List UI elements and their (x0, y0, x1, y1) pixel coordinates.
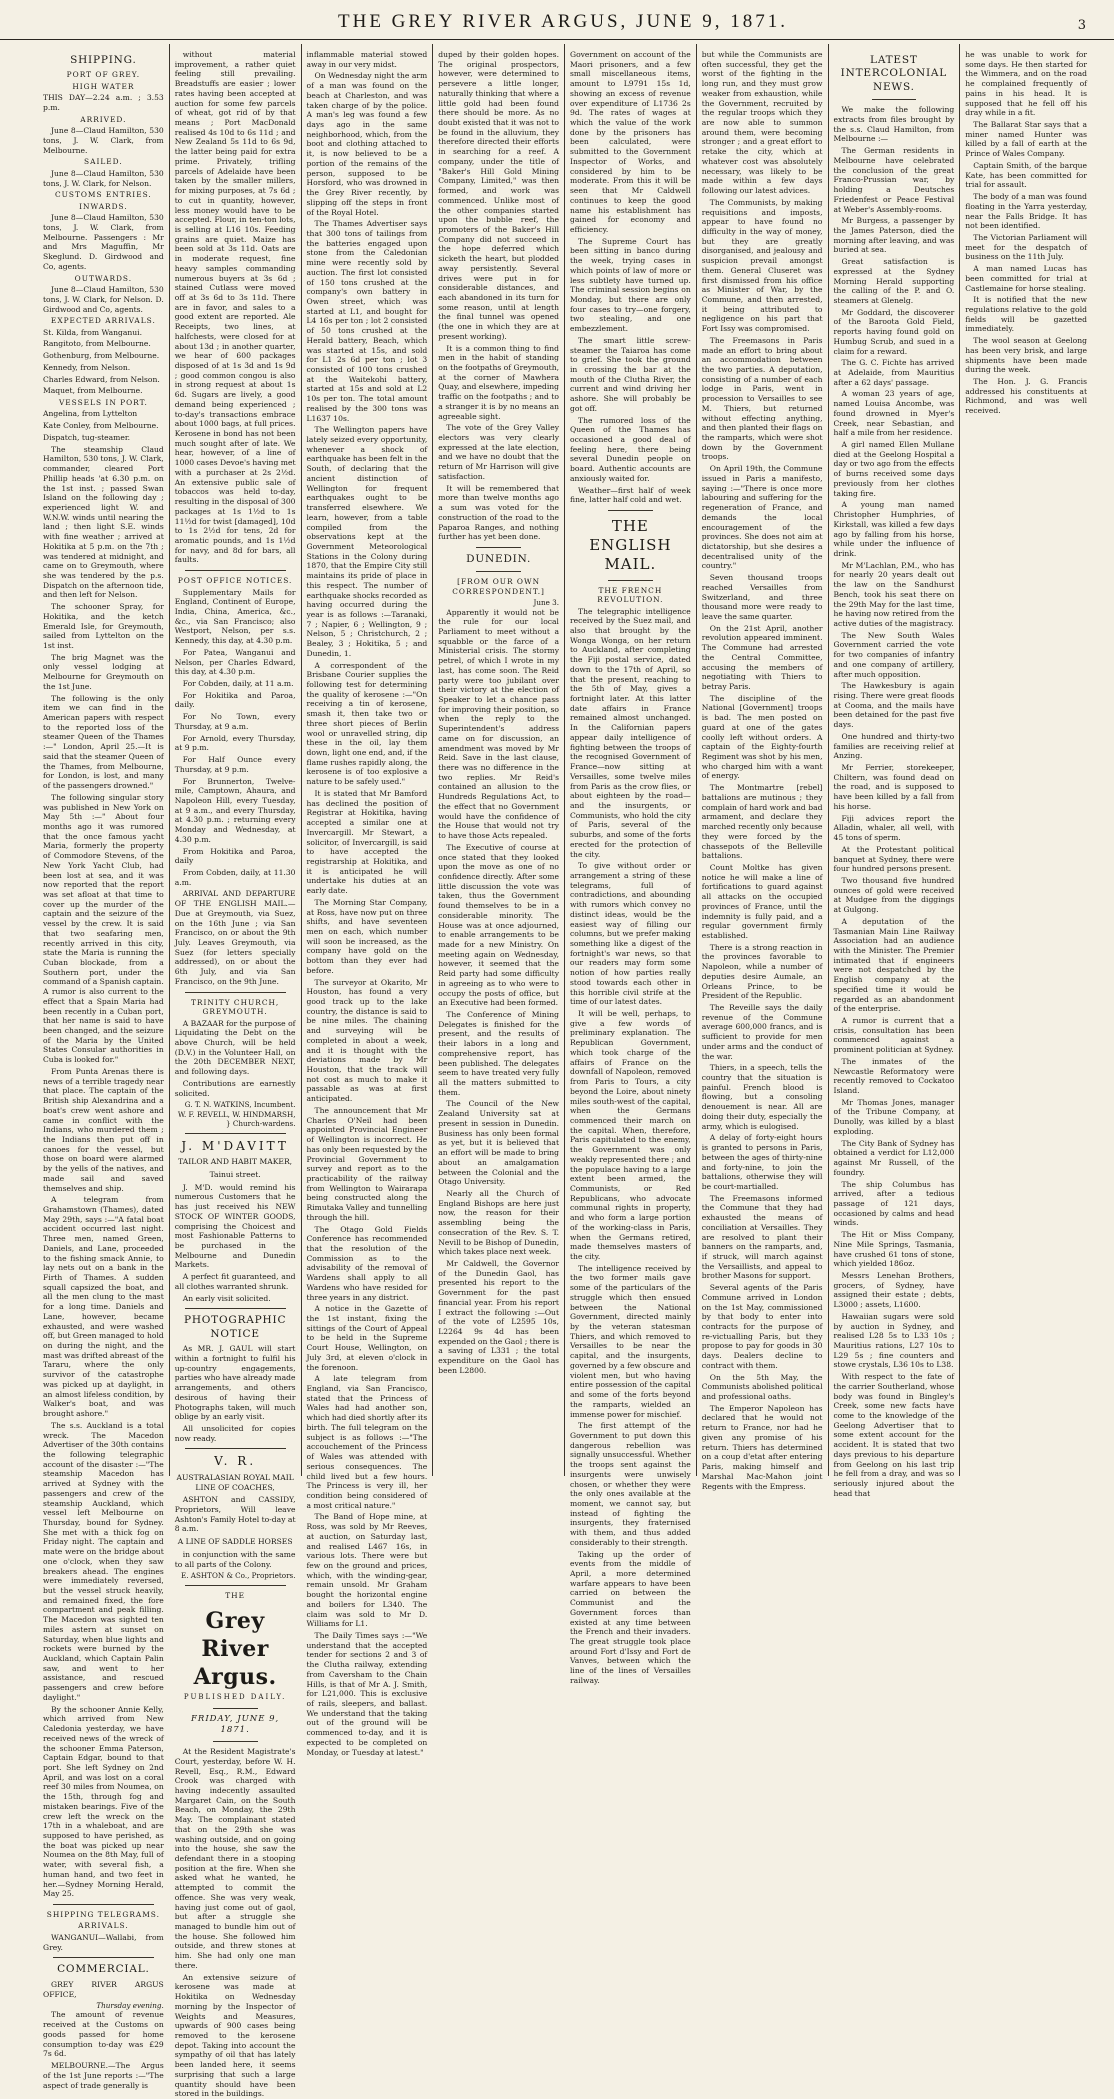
column-2 (170, 44, 302, 2099)
article-paragraph: The body of a man was found floating in the Yarra yesterday, near the Falls Bridge. It has not been identified. (965, 192, 1087, 231)
article-paragraph: Mr Caldwell, the Governor of the Dunedin Gaol, has presented his report to the Government for the past financial year. From his report I extract the following :—Out of the vote of L2595 10s, L2264 9s 4d has been expended on the Gaol ; there is a saving of L331 ; the total expenditure on the Gaol has been L2800. (438, 1258, 559, 1375)
article-paragraph: It is notified that the new regulations relative to the gold fields will be gazetted immediately. (965, 295, 1087, 334)
article-paragraph: The following singular story was published in New York on May 5th :—" About four months ago it was rumored that the once famous yacht Maria, formerly the property of Commodore Stevens, of the New York Yacht Club, had been lost at sea, and it was now reported that the report was set afloat at that time to cover up the murder of the captain and the seizure of the vessel by the crew. It is said that two seafaring men, recently arrived in this city, state the Maria is running the Cuban blockade, from a Southern port, under the command of a Spanish captain. A rumor is also current to the effect that a Spain Maria had been recently in a Cuban port, that her name is said to have been changed, and the seizure of the Maria by the United States Consular authorities in Cuba is looked for." (43, 792, 164, 1065)
article-paragraph: The Reveille says the daily revenue of the Commune average 600,000 francs, and is sufficient to provide for men under arms and the conduct of the war. (701, 1003, 823, 1061)
dunedin-date: June 3. (533, 598, 559, 608)
article-paragraph: The Emperor Napoleon has declared that he would not return to France, nor had he given any promise of his return. Thiers has determined on a coup d'etat after entering Paris, making himself and Marshal Mac-Mahon joint Regents with the Empress. (701, 1403, 823, 1491)
flag-subtitle: PUBLISHED DAILY. (183, 1693, 287, 1702)
divider (185, 570, 286, 571)
newspaper-columns (38, 44, 1092, 2099)
article-paragraph: The German residents in Melbourne have celebrated the conclusion of the great Franco-Prussian war, by holding a Deutsches Friedenfest or Peace Festival at Weber's Assembly-rooms. (833, 146, 955, 214)
expected-item: St. Kilda, from Wanganui. (43, 327, 143, 337)
outwards-label: OUTWARDS. (74, 273, 133, 283)
church-wardens: W. F. REVELL, W. HINDMARSH, } Church-wardens. (177, 1109, 296, 1128)
article-paragraph: Taking up the order of events from the middle of April, a more determined warfare appears to have been carried on between the Communist and the Government forces than existed at any time between the French and their invaders. The great struggle took place around Fort d'Issy and Fort de Vanves, between which the line of the lines of Versailles railway. (570, 1549, 691, 1685)
article-paragraph: The announcement that Mr Charles O'Neil had been appointed Provincial Engineer of Wellington is incorrect. He has only been requested by the Provincial Government to survey and report as to the practicability of the railway from Wellington to Wairarapa being constructed along the Rimutaka Valley and tunnelling through the hill. (306, 1105, 428, 1222)
article-paragraph: The Freemasons in Paris made an effort to bring about an accommodation between the two parties. A deputation, consisting of a number of each lodge in Paris, went in procession to Versailles to see M. Thiers, but returned without effecting anything, and then planted their flags on the ramparts, which were shot down by the Government troops. (701, 335, 823, 462)
article-paragraph: With respect to the fate of the carrier Southerland, whose body was found in Bingley's Creek, some new facts have come to the knowledge of the Geelong Advertiser that to some extent account for the accident. It is stated that two days previous to his departure from Geelong on his last trip he fell from a dray, and was so seriously injured about the head that (833, 1372, 955, 1498)
article-paragraph: The Thames Advertiser says that 300 tons of tailings from the batteries engaged upon stone from the Caledonian mine were recently sold by auction. The first lot consisted of 150 tons crushed at the company's own battery in Owen street, which was started at L1, and bought for L4 16s per ton ; lot 2 consisted of 50 tons crushed at the Herald battery, Beach, which was started at 15s, and sold for L1 2s 6d per ton ; lot 3 consisted of 100 tons crushed at the Waitekohi battery, started at 15s and sold at L2 10s per ton. The total amount realised by the 300 tons was L1637 10s. (306, 219, 428, 423)
column-4 (433, 44, 565, 1476)
mail-coach-heading: AUSTRALASIAN ROYAL MAIL LINE OF COACHES, (176, 1472, 294, 1492)
article-paragraph: The ship Columbus has arrived, after a tedious passage of 121 days, occasioned by calms and head winds. (833, 1179, 955, 1228)
sailed-text: June 8—Claud Hamilton, 530 tons, J. W. Clark, for Nelson. (43, 168, 164, 188)
article-paragraph: Government on account of the Maori prisoners, and a few small miscellaneous items, amount to L9791 15s 1d, showing an excess of revenue over expenditure of L1736 2s 9d. The rates of wages at which the value of the work done by the prisoners has been calculated, were submitted to the Government Inspector of Works, and considered by him to be moderate. From this it will be seen that Mr Caldwell continues to keep the good name his establishment has gained for economy and efficiency. (570, 50, 691, 234)
article-paragraph: The Daily Times says :—"We understand that the accepted tender for sections 2 and 3 of the Clutha railway, extending from Caversham to the Chain Hills, is that of Mr A. J. Smith, for L21,000. This is exclusive of rails, sleepers, and ballast. We understand that the taking out of the ground will be commenced to-day, and it is expected to be completed on Monday, or Tuesday at latest." (306, 1631, 428, 1757)
article-paragraph: inflammable material stowed away in our very midst. (306, 50, 428, 69)
article-paragraph: without material improvement, a rather quiet feeling still prevailing. Breadstuffs are easier ; lower rates having been accepted at auction for some few parcels of wheat, got rid of by that means ; Port MacDonald realised 4s 10d to 6s 11d ; and New Zealand 5s 11d to 6s 9d, the latter being paid for extra prime. Privately, trifling parcels of Adelaide have been taken by the smaller millers, for mixing purposes, at 7s 6d ; to cut in quantity, however, less money would have to be accepted. Flour, in ten-ton lots, is selling at L16 10s. Feeding grains are quiet. Maize has been sold at 3s 11d. Oats are in moderate request, fine heavy samples commanding numerous buyers at 3s 6d ; stained Cutlass were moved off at 3s 6d to 3s 11d. There are in favor, and sales to a good extent are reported. Ale Receipts, two lines, at halfchests, were closed for at about 13d ; in another quarter, we hear of 600 packages disposed of at 1s 3d and 1s 9d ; good common congou is also in strong request at about 1s 6d. Sugars are lively, a good demand being experienced ; to-day's transactions embrace about 1000 bags, at full prices. Kerosene in bond has not been much sought after of late. We hear, however, of a line of 1000 cases Devoe's having met with a purchaser at 2s 2½d. An extensive public sale of tobaccos was held to-day, resulting in the disposal of 300 packages at 1s 1½d to 1s 11½d for twist [damaged], 10d to 1s 2½d for tens, 2d for aromatic pounds, and 1s 1½d for navy, and 8d for bars, all faults. (174, 50, 296, 565)
article-paragraph: The G. C. Fichte has arrived at Adelaide, from Mauritius after a 62 days' passage. (833, 358, 955, 387)
divider (608, 580, 653, 581)
article-paragraph: A notice in the Gazette of the 1st instant, fixing the sittings of the Court of Appeal to be held in the Supreme Court House, Wellington, on July 3rd, at eleven o'clock in the forenoon. (306, 1304, 428, 1372)
commercial-office: GREY RIVER ARGUS OFFICE, (43, 1979, 164, 1999)
column-5 (565, 44, 697, 1685)
article-paragraph: At the Resident Magistrate's Court, yesterday, before W. H. Revell, Esq., R.M., Edward Crook was charged with having indecently assaulted Margaret Cain, on the South Beach, on Monday, the 29th May. The complainant stated that on the 29th she was washing outside, and on going into the house, she saw the defendant there in a stooping position at the fire. When she asked what he wanted, he attempted to commit the offence. She was very weak, having just come out of gaol, but after a struggle she managed to bundle him out of the house. She followed him outside, and threw stones at him. She had only one man there. (174, 1747, 296, 1970)
article-paragraph: The intelligence received by the two former mails gave some of the particulars of the struggle which then ensued between the National Government, directed mainly by the veteran statesman Thiers, and which removed to Versailles to be near the capital, and the insurgents, governed by a few obscure and violent men, but who having entire possession of the capital and some of the forts beyond the ramparts, wielded an immense power for mischief. (570, 1263, 691, 1419)
article-paragraph: It is stated that Mr Bamford has declined the position of Registrar at Hokitika, having accepted a similar one at Invercargill. Mr Stewart, a solicitor, of Invercargill, is said to have accepted the registrarship at Hokitika, and it is anticipated he will undertake his duties at an early date. (306, 788, 428, 896)
article-paragraph: MELBOURNE.—The Argus of the 1st June reports :—"The aspect of trade generally is (43, 2061, 164, 2090)
article-paragraph: A delay of forty-eight hours is granted to persons in Paris, between the ages of thirty-nine and forty-nine, to join the battalions, otherwise they will be court-martialled. (701, 1133, 823, 1191)
article-paragraph: A correspondent of the Brisbane Courier supplies the following test for determining the quality of kerosene :—"On receiving a tin of kerosene, smash it, then take two or three short pieces of Berlin wool or unravelled string, dip these in the oil, lay them down, light one end, and, if the flame rushes rapidly along, the kerosene is of too explosive a nature to be safely used." (306, 660, 428, 787)
article-paragraph: The first attempt of the Government to put down this dangerous rebellion was signally unsuccessful. Whether the troops sent against the insurgents were unwisely chosen, or whether they were the only ones available at the moment, we cannot say, but instead of fighting the insurgents, they fraternised with them, and thus added considerably to their strength. (570, 1421, 691, 1547)
divider (185, 1448, 286, 1449)
column-1 (38, 44, 170, 2090)
post-notice: Supplementary Mails for England, Continent of Europe, India, China, America, &c., &c., via San Francisco; also Westport, Nelson, per s.s. Kennedy, this day, at 4.30 p.m. (174, 587, 296, 646)
article-paragraph: The following is the only item we can find in the American papers with respect to the reported loss of the steamer Queen of the Thames :—" London, April 25.—It is said that the steamer Queen of the Thames, from Melbourne, for London, is lost, and many of the passengers drowned." (43, 693, 164, 791)
article-paragraph: Messrs Lenehan Brothers, grocers, of Sydney, have assigned their estate ; debts, L3000 ; assets, L1600. (833, 1270, 955, 1310)
mail-coach-text: ASHTON and CASSIDY, Proprietors, Will leave Ashton's Family Hotel to-day at 8 a.m. (174, 1495, 296, 1534)
expected-item: Gothenburg, from Melbourne. (43, 351, 160, 361)
article-paragraph: A telegram from Grahamstown (Thames), dated May 29th, says :—"A fatal boat accident occurred last night. Three men, named Green, Daniels, and Lane, proceeded to the fishing smack Annie, to lay nets out on a bank in the Firth of Thames. A sudden squall capsized the boat, and all the men clung to the mast for a long time. Daniels and Lane, however, became exhausted, and were washed off, but Green managed to hold on during the night, and the mast was drifted abreast of the Tararu, where the only survivor of the catastrophe was picked up at daylight, in an almost lifeless condition, by Walker's boat, and was brought ashore." (43, 1195, 164, 1419)
expected-item: Maquet, from Melbourne. (43, 386, 143, 396)
post-notice: For No Town, every Thursday, at 9 a.m. (174, 712, 296, 731)
high-water-text: THIS DAY—2.24 a.m. ; 3.53 p.m. (43, 93, 164, 113)
post-notice: ARRIVAL AND DEPARTURE OF THE ENGLISH MAIL.—Due at Greymouth, via Suez, on the 16th June ; via San Francisco, on or about the 9th July. Leaves Greymouth, via Suez (for letters specially addressed), on or about the 6th July, and via San Francisco, on the 9th June. (174, 889, 296, 986)
expected-item: Rangitoto, from Melbourne. (43, 339, 151, 349)
in-port-item: Kate Conley, from Melbourne. (43, 421, 159, 431)
article-paragraph: The Executive of course at once stated that they looked upon the move as one of no confidence directly. After some little discussion the vote was taken, thus the Government found themselves to be in a considerable minority. The House was at once adjourned, to enable arrangements to be made for a new Ministry. On meeting again on Wednesday, however, it seemed that the Reid party had some difficulty in agreeing as to who were to occupy the posts of office, but an Executive had been formed. (438, 842, 559, 1008)
article-paragraph: On Wednesday night the arm of a man was found on the beach at Charleston, and was taken charge of by the police. A man's leg was found a few days ago in the same neighborhood, which, from the boot and clothing attached to it, is now believed to be a portion of the remains of the person, supposed to be Horsford, who was drowned in the Grey River recently, by slipping off the steps in front of the Royal Hotel. (306, 71, 428, 217)
masthead-title: THE GREY RIVER ARGUS, JUNE 9, 1871. (338, 11, 788, 32)
article-paragraph: The rumored loss of the Queen of the Thames has occasioned a good deal of feeling here, there being several Dunedin people on board. Authentic accounts are anxiously waited for. (570, 415, 691, 483)
article-paragraph: A late telegram from England, via San Francisco, stated that the Princess of Wales had had another son, which had died shortly after its birth. The full telegram on the subject is as follows :—"The accouchement of the Princess of Wales was attended with serious consequences. The child lived but a few hours. The Princess is very ill, her condition being considered of a most critical nature." (306, 1374, 428, 1510)
article-paragraph: Two thousand five hundred ounces of gold were received at Mudgee from the diggings at Gulgong. (833, 875, 955, 915)
column-3 (302, 44, 434, 1757)
divider (608, 510, 653, 511)
commercial-heading: COMMERCIAL. (57, 1963, 150, 1976)
article-paragraph: The Victorian Parliament will meet for the despatch of business on the 11th July. (965, 232, 1087, 262)
article-paragraph: An extensive seizure of kerosene was made at Hokitika on Wednesday morning by the Inspector of Weights and Measures, upwards of 900 cases being removed to the kerosene depot. Taking into account the sympathy of oil that has lately been landed here, it seems surprising that such a large quantity should have been stored in the buildings. (174, 1972, 296, 2099)
article-paragraph: On the 5th May, the Communists abolished political and professional oaths. (701, 1372, 823, 1402)
shipping-heading: SHIPPING. (70, 54, 137, 66)
vr-mark: V. R. (214, 1454, 257, 1469)
church-contrib: Contributions are earnestly solicited. (174, 1078, 296, 1098)
article-paragraph: Mr Burgess, a passenger by the James Paterson, died the morning after leaving, and was buried at sea. (833, 216, 955, 255)
inwards-text: June 8—Claud Hamilton, 530 tons, J. W. Clark, from Melbourne. Passengers : Mr and Mrs Maguffin, Mr Skeglund. D. Girdwood and Co, agents. (43, 213, 164, 271)
photo-text: As MR. J. GAUL will start within a fortnight to fulfil his up-country engagements, parties who have already made arrangements, and others desirous of having their Photographs taken, will much oblige by an early visit. (174, 1344, 296, 1422)
saddle-text: in conjunction with the same to all parts of the Colony. (174, 1549, 296, 1569)
article-paragraph: duped by their golden hopes. The original prospectors, however, were determined to persevere a little longer, naturally thinking that where a little gold had been found there should be more. As no doubt existed that it was not to be found in the alluvium, they therefore directed their efforts in searching for a reef. A company, under the title of "Baker's Hill Gold Mining Company, Limited," was then formed, and work was commenced. Unlike most of the other companies started upon the bubble reef, the promoters of the Baker's Hill Company did not succeed in the hope deferred which sicketh the heart, but plodded away persistently. Several drives were put in for considerable distances, and each abandoned in its turn for some reason, until at length the final tunnel was opened (the one in which they are at present working). (438, 50, 559, 341)
article-paragraph: The inmates of the Newcastle Reformatory were recently removed to Cockatoo Island. (833, 1056, 955, 1096)
article-paragraph: It is a common thing to find men in the habit of standing on the footpaths of Greymouth, at the corner of Mawhera Quay, and elsewhere, impeding traffic on the footpaths ; and to a stranger it is by no means an agreeable sight. (438, 343, 559, 421)
commercial-date: Thursday evening. (96, 2001, 164, 2011)
article-paragraph: The Freemasons informed the Commune that they had exhausted the means of conciliation at Versailles. They are resolved to plant their banners on the ramparts, and, if struck, will march against the Versaillists, and appeal to brother Masons for support. (701, 1193, 823, 1281)
divider (53, 1957, 154, 1958)
article-paragraph: The brig Magnet was the only vessel lodging at Melbourne for Greymouth on the 1st June. (43, 652, 164, 691)
column-7 (829, 44, 961, 1498)
article-paragraph: Mr M'Lachlan, P.M., who has for nearly 20 years dealt out the law on the Sandhurst Bench, took his seat there on the 29th May for the last time, he having now retired from the active duties of the magistracy. (833, 560, 955, 628)
tailor-visit: An early visit solicited. (182, 1293, 271, 1303)
article-paragraph: Seven thousand troops reached Versailles from Switzerland, and three thousand more were ready to leave the same quarter. (701, 573, 823, 621)
saddle-sign: E. ASHTON & Co., Proprietors. (180, 1571, 296, 1581)
post-notice: For Hokitika and Paroa, daily. (174, 690, 296, 710)
article-paragraph: The discipline of the National [Government] troops is bad. The men posted on guard at one of the gates coolly left without orders. A captain of the Eighty-fourth Regiment was shot by his men, who charged him with a want of energy. (701, 693, 823, 781)
article-paragraph: The wool season at Geelong has been very brisk, and large shipments have been made during the week. (965, 336, 1087, 375)
church-text: A BAZAAR for the purpose of Liquidating the Debt on the above Church, will be held (D.V.) in the Volunteer Hall, on the 20th DECEMBER NEXT, and following days. (174, 1018, 296, 1077)
dateline: FRIDAY, JUNE 9, 1871. (191, 1714, 280, 1736)
tailor-trade: TAILOR AND HABIT MAKER, (178, 1157, 293, 1167)
divider (872, 99, 917, 100)
divider (185, 1133, 286, 1134)
article-paragraph: Captain Smith, of the barque Kate, has been committed for trial for assault. (965, 160, 1087, 190)
article-paragraph: Mr Ferrier, storekeeper, Chiltern, was found dead on the road, and is supposed to have been killed by a fall from his horse. (833, 763, 955, 811)
article-paragraph: A woman 23 years of age, named Louisa Ancombe, was found drowned in Myer's Creek, near Sebastian, and half a mile from her residence. (833, 389, 955, 438)
post-notice: For Cobden, daily, at 11 a.m. (182, 679, 294, 689)
expected-label: EXPECTED ARRIVALS. (50, 316, 156, 326)
article-paragraph: A man named Lucas has been committed for trial at Castlemaine for horse stealing. (965, 264, 1087, 293)
article-paragraph: It will be remembered that more than twelve months ago a sum was voted for the construction of the road to the Paparoa Ranges, and nothing further has yet been done. (438, 483, 559, 542)
tailor-text-2: A perfect fit guaranteed, and all clothes warranted shrunk. (174, 1272, 296, 1291)
article-paragraph: The surveyor at Okarito, Mr Houston, has found a very good track up to the lake country, the distance is said to be nine miles. The chaining and surveying will be completed in about a week, and it is thought with the deviations made by Mr Houston, that the track will not cost as much to make it passable as was at first anticipated. (306, 977, 428, 1104)
article-paragraph: Thiers, in a speech, tells the country that the situation is painful. French blood is flowing, but a consoling denouement is near. All are doing their duty, especially the army, which is eulogised. (701, 1063, 823, 1131)
article-paragraph: The Hon. J. G. Francis addressed his constituents at Richmond, and was well received. (965, 377, 1087, 416)
article-paragraph: The Otago Gold Fields Conference has recommended that the resolution of the Commission as to the advisability of the removal of Wardens shall apply to all Wardens who have resided for three years in any district. (306, 1224, 428, 1302)
divider (53, 1904, 154, 1905)
divider (213, 1708, 258, 1709)
article-paragraph: The vote of the Grey Valley electors was very clearly expressed at the late election, and we have no doubt that the return of Mr Harrison will give satisfaction. (438, 423, 559, 481)
in-port-label: VESSELS IN PORT. (58, 398, 148, 407)
article-paragraph: Fiji advices report the Alladin, whaler, all well, with 45 tons of sperm. (833, 813, 955, 843)
flag-the: THE (225, 1591, 246, 1601)
church-heading: TRINITY CHURCH, GREYMOUTH. (190, 997, 280, 1017)
tailor-street: Tainui street. (209, 1170, 261, 1180)
article-paragraph: The Ballarat Star says that a miner named Hunter was killed by a fall of earth at the Prince of Wales Company. (965, 120, 1087, 159)
telegrams-arrivals-label: ARRIVALS. (78, 1921, 129, 1931)
article-paragraph: Great satisfaction is expressed at the Sydney Morning Herald supporting the calling of the P. and O. steamers at Glenelg. (833, 257, 955, 305)
article-paragraph: The City Bank of Sydney has obtained a verdict for L12,000 against Mr Russell, of the foundry. (833, 1138, 955, 1177)
article-paragraph: Apparently it would not be the rule for our local Parliament to meet without a squabble or the farce of a Ministerial crisis. The stormy petrel, of which I wrote in my last, has come soon. The Reid party were too jubilant over their victory at the election of Speaker to let a chance pass for improving their position, so when the reply to the Superintendent's address came on for discussion, an amendment was moved by Mr Reid. Save in the last clause, there was no difference in the two replies. Mr Reid's contained an allusion to the Hundreds Regulations Act, to the effect that no Government would have the confidence of the House that would not try to have those Acts repealed. (438, 607, 559, 841)
article-paragraph: The Hit or Miss Company, Nine Mile Springs, Tasmania, have crushed 61 tons of stone, which yielded 186oz. (833, 1230, 955, 1269)
photo-heading: PHOTOGRAPHIC NOTICE (183, 1314, 287, 1340)
article-paragraph: The amount of revenue received at the Customs on goods passed for home consumption to-day was £29 7s 6d. (43, 2010, 164, 2059)
post-notice: From Cobden, daily, at 11.30 a.m. (174, 867, 296, 887)
article-paragraph: Weather—first half of week fine, latter half cold and wet. (570, 485, 691, 505)
tailor-name: J. M'DAVITT (181, 1138, 289, 1153)
telegrams-arrivals: WANGANUI—Wallabi, from Grey. (43, 1932, 164, 1952)
post-notice: For Brunnerton, Twelve-mile, Camptown, Ahaura, and Napoleon Hill, every Tuesday, at 9 a.m., and every Thursday, at 4.30 p.m. ; returning every Monday and Wednesday, at 4.30 p.m. (174, 776, 296, 844)
article-paragraph: Hawaiian sugars were sold by auction in Sydney, and realised L28 5s to L33 10s ; Mauritius rations, L27 10s to L29 5s ; fine counters and stowe crystals, L36 10s to L38. (833, 1311, 955, 1370)
article-paragraph: On the 21st April, another revolution appeared imminent. The Commune had arrested the Central Committee, accusing the members of negotiating with Thiers to betray Paris. (701, 623, 823, 691)
outwards-text: June 8—Claud Hamilton, 530 tons, J. W. Clark, for Nelson. D. Girdwood and Co, agents. (43, 285, 164, 314)
dunedin-heading: DUNEDIN. (466, 552, 532, 565)
article-paragraph: One hundred and thirty-two families are receiving relief at Anzing. (833, 731, 955, 761)
article-paragraph: The smart little screw-steamer the Taiaroa has come to grief. She took the ground in crossing the bar at the mouth of the Clutha River, the current and wind driving her ashore. She will probably be got off. (570, 335, 691, 413)
article-paragraph: The Montmartre [rebel] battalions are mutinous ; they complain of hard work and bad armament, and declare they marched recently only because they were forced by the chassepots of the Belleville battalions. (701, 783, 823, 861)
article-paragraph: The Band of Hope mine, at Ross, was sold by Mr Reeves, at auction, on Saturday last, and realised L467 16s, in various lots. There were but few on the ground and prices, which, with the winding-gear, remain unsold. Mr Graham bought the horizontal engine and boilers for L340. The claim was sold to Mr D. Williams for L1. (306, 1512, 428, 1629)
article-paragraph: The Morning Star Company, at Ross, have now put on three shifts, and have seventeen men on each, which number will soon be increased, as the company have gold on the bottom than they ever had before. (306, 897, 428, 975)
article-paragraph: but while the Communists are often successful, they get the worst of the fighting in the long run, and they must grow weaker from exhaustion, while the Government, recruited by the regular troops which they are now able to summon around them, were becoming stronger ; and a great effort to retake the city, which at whatever cost was absolutely necessary, was likely to be made within a few days following our latest advices. (701, 50, 823, 196)
article-paragraph: We make the following extracts from files brought by the s.s. Claud Hamilton, from Melbourne :— (833, 105, 955, 144)
article-paragraph: A girl named Ellen Mullane died at the Geelong Hospital a day or two ago from the effects of burns received some days previously from her clothes taking fire. (833, 440, 955, 498)
divider (213, 1741, 258, 1742)
post-notice: From Hokitika and Paroa, daily (174, 846, 296, 866)
article-paragraph: Mr Thomas Jones, manager of the Tribune Company, at Dunolly, was killed by a blast exploding. (833, 1097, 955, 1136)
article-paragraph: The Conference of Mining Delegates is finished for the present, and the results of their labors in a long and comprehensive report, has been published. The delegates seem to have treated very fully all the matters submitted to them. (438, 1010, 559, 1097)
arrived-text: June 8—Claud Hamilton, 530 tons, J. W. Clark, from Melbourne. (43, 126, 164, 155)
expected-item: Kennedy, from Nelson. (43, 362, 131, 372)
article-paragraph: The steamship Claud Hamilton, 530 tons, J. W. Clark, commander, cleared Port Phillip heads 'at 6.30 p.m. on the 1st inst. ; passed Swan Island on the following day ; experienced light W. and W.N.W. winds until nearing the land ; then light S.E. winds with fine weather ; arrived at Hokitika at 5 p.m. on the 7th ; was tendered at midnight, and came on to Greymouth, where she was tendered by the p.s. Dispatch on the afternoon tide, and then left for Nelson. (43, 444, 164, 600)
article-paragraph: There is a strong reaction in the provinces favorable to Napoleon, while a number of deputies desire Aumale, an Orleans Prince, to be President of the Republic. (701, 942, 823, 1001)
high-water-label: HIGH WATER (72, 81, 135, 91)
article-paragraph: The Council of the New Zealand University sat at present in session in Dunedin. Business has only been formal as yet, but it is believed that an effort will be made to bring about an amalgamation between the Colonial and the Otago University. (438, 1099, 559, 1187)
divider (476, 547, 521, 548)
article-paragraph: A young man named Christopher Humphries, of Kirkstall, was killed a few days ago by falling from his horse, while under the influence of drink. (833, 500, 955, 558)
arrived-label: ARRIVED. (80, 114, 127, 124)
photo-copies: All unsolicited for copies now ready. (174, 1423, 296, 1443)
expected-item: Charles Edward, from Nelson. (43, 374, 160, 384)
in-port-item: Angelina, from Lyttelton (43, 409, 138, 419)
article-paragraph: A rumor is current that a crisis, consultation has been commenced against a prominent politician at Sydney. (833, 1016, 955, 1055)
article-paragraph: The Communists, by making requisitions and imposts, appear to have found no difficulty in the way of money, but they are greatly disorganised, and jealousy and suspicion prevail amongst them. General Cluseret was first dismissed from his office as Minister of War, by the Commune, and then arrested, it being attributed to negligence on his part that Fort Issy was compromised. (701, 197, 823, 334)
post-notice: For Patea, Wanganui and Nelson, per Charles Edward, this day, at 4.30 p.m. (174, 647, 296, 677)
dunedin-sub: [FROM OUR OWN CORRESPONDENT.] (452, 577, 545, 596)
masthead (0, 0, 1114, 40)
column-6 (697, 44, 829, 1491)
divider (185, 992, 286, 993)
intercolonial-heading: LATEST INTERCOLONIAL NEWS. (840, 54, 948, 93)
sailed-label: SAILED. (84, 157, 123, 167)
in-port-item: Dispatch, tug-steamer. (43, 432, 131, 442)
article-paragraph: By the schooner Annie Kelly, which arrived from New Caledonia yesterday, we have received news of the wreck of the schooner Emma Paterson, Captain Edgar, bound to that port. She left Sydney on 2nd April, and was lost on a coral reef 30 miles from Noumea, on the 15th, through fog and mistaken bearings. Five of the crew left the wreck on the 17th in a whaleboat, and are supposed to have perished, as the boat was picked up near Noumea on the 8th May, full of water, with several fish, a human hand, and two feet in her.—Sydney Morning Herald, May 25. (43, 1704, 164, 1899)
article-paragraph: On April 19th, the Commune issued in Paris a manifesto, saying :—"There is once more labouring and suffering for the regeneration of France, and demands the local encouragement of the provinces. She does not aim at dictatorship, but she desires a decentralised unity of the country." (701, 464, 823, 571)
article-paragraph: The Supreme Court has been sitting in banco during the week, trying cases in which points of law of more or less subtlety have turned up. The criminal session begins on Monday, but there are only four cases to try—one forgery, two stealing, and one embezzlement. (570, 236, 691, 334)
divider (185, 1585, 286, 1586)
article-paragraph: It will be well, perhaps, to give a few words of preliminary explanation. The Republican Government, which took charge of the affairs of France on the downfall of Napoleon, removed from Paris to Tours, a city beyond the Loire, about ninety miles south-west of the capital, when the Germans commenced their march on the capital. When, therefore, Paris capitulated to the enemy, the Government was only weakly represented there ; and the populace having to a large extent been armed, the Communists, or Red Republicans, who advocate communal rights in property, and who form a large portion of the working-class in Paris, when the Germans retired, made themselves masters of the city. (570, 1009, 691, 1261)
column-8 (960, 44, 1092, 1476)
article-paragraph: Count Moltke has given notice he will make a line of fortifications to guard against all attacks on the occupied provinces of France, until the indemnity is fully paid, and a regular government firmly established. (701, 862, 823, 940)
divider (185, 1308, 286, 1309)
article-paragraph: A deputation of the Tasmanian Main Line Railway Association had an audience with the Minister. The Premier intimated that if engineers were not despatched by the English company at the specified time it would be regarded as an abandonment of the enterprise. (833, 916, 955, 1014)
article-paragraph: Several agents of the Paris Commune arrived in London on the 1st May, commissioned by that body to enter into contracts for the purpose of re-victualling Paris, but they propose to pay for goods in 30 days. Dealers decline to contract with them. (701, 1283, 823, 1370)
customs-heading: CUSTOMS ENTRIES. (55, 190, 152, 200)
divider (476, 571, 521, 572)
article-paragraph: Nearly all the Church of England Bishops are here just now, the reason for their assembling being the consecration of the Rev. S. T. Nevill to be Bishop of Dunedin, which takes place next week. (438, 1188, 559, 1257)
telegrams-heading: SHIPPING TELEGRAMS. (46, 1910, 160, 1919)
english-mail-heading: THE ENGLISH MAIL. (589, 517, 672, 574)
article-paragraph: The telegraphic intelligence received by the Suez mail, and also that brought by the Wonga Wonga, on her return to Auckland, after completing the Fiji postal service, dated down to the 17th of April, so that the present, reaching to the 5th of May, gives a fortnight later. At this latter date affairs in France remained almost unchanged. In the Californian papers appear daily intelligence of fighting between the troops of the recognised Government of France—now sitting at Versailles, some twelve miles from Paris as the crow flies, or about eighteen by the road—and the insurgents, or Communists, who hold the city of Paris, several of the suburbs, and some of the forts erected for the protection of the city. (570, 606, 691, 859)
post-office-heading: POST OFFICE NOTICES. (177, 576, 293, 586)
article-paragraph: To give without order or arrangement a string of these telegrams, full of contradictions, and abounding with rumors which convey no distinct ideas, would be the easiest way of filling our columns, but we prefer making something like a digest of the fortnight's war news, so that our readers may form some notion of how parties really stood towards each other in this horrible civil strife at the time of our latest dates. (570, 861, 691, 1007)
article-paragraph: The s.s. Auckland is a total wreck. The Macedon Advertiser of the 30th contains the following telegraphic account of the disaster :—"The steamship Macedon has arrived at Sydney with the passengers and crew of the steamship Auckland, which vessel left Melbourne on Thursday, bound for Sydney. She met with a thick fog on Friday night. The captain and mate were on the bridge about one o'clock, when they saw breakers ahead. The engines were immediately reversed, but the vessel struck heavily, and remained fixed, the fore compartment and peak filling. The Macedon was sighted ten miles astern at sunset on Saturday, when blue lights and rockets were burned by the Auckland, which Captain Palin saw, and went to her assistance, and rescued passengers and crew before daylight." (43, 1420, 164, 1702)
french-revolution-heading: THE FRENCH REVOLUTION. (597, 585, 664, 605)
article-paragraph: The Wellington papers have lately seized every opportunity, whenever a shock of earthquake has been felt in the South, of declaring that the ancient distinction of Wellington for frequent earthquakes ought to be transferred elsewhere. We learn, however, from a table compiled from the observations kept at the Government Meteorological Stations in the Colony during 1870, that the Empire City still maintains its pride of place in this respect. The number of earthquake shocks recorded as having occurred during the year is as follows :—Taranaki, 7 ; Napier, 6 ; Wellington, 9 ; Nelson, 5 ; Christchurch, 2 ; Bealey, 3 ; Hokitika, 5 ; and Dunedin, 1. (306, 425, 428, 658)
article-paragraph: The schooner Spray, for Hokitika, and the ketch Emerald Isle, for Greymouth, sailed from Lyttelton on the 1st inst. (43, 602, 164, 650)
article-paragraph: Mr Goddard, the discoverer of the Baroota Gold Field, reports having found gold on Humbug Scrub, and sued in a claim for a reward. (833, 307, 955, 356)
newspaper-flag: Grey River Argus. (193, 1607, 277, 1691)
inwards-label: INWARDS. (79, 201, 128, 211)
page-number: 3 (1077, 18, 1086, 33)
article-paragraph: At the Protestant political banquet at Sydney, there were four hundred persons present. (833, 844, 955, 874)
article-paragraph: From Punta Arenas there is news of a terrible tragedy near that place. The captain of the British ship Alexandrina and a boat's crew went ashore and came in conflict with the Indians, who murdered them ; the Indians then put off in canoes for the vessel, but those on board were alarmed by the yells of the natives, and made sail and saved themselves and ship. (43, 1066, 164, 1193)
post-notice: For Arnold, every Thursday, at 9 p.m. (174, 733, 296, 753)
article-paragraph: The New South Wales Government carried the vote for two companies of infantry and one company of artillery, after much opposition. (833, 630, 955, 679)
port-heading: PORT OF GREY. (66, 70, 141, 80)
church-sign: G. T. N. WATKINS, Incumbent. (184, 1100, 296, 1110)
article-paragraph: he was unable to work for some days. He then started for the Wimmera, and on the road he complained frequently of pains in his head. It is supposed that he fell off his dray while in a fit. (965, 50, 1087, 118)
tailor-text: J. M'D. would remind his numerous Customers that he has just received his NEW STOCK OF WINTER GOODS, comprising the Choicest and most Fashionable Patterns to be purchased in the Melbourne and Dunedin Markets. (174, 1182, 296, 1270)
saddle-heading: A LINE OF SADDLE HORSES (177, 1537, 293, 1547)
article-paragraph: The Hawkesbury is again rising. There were great floods at Cooma, and the mails have been detained for the past five days. (833, 681, 955, 730)
post-notice: For Half Ounce every Thursday, at 9 p.m. (174, 755, 296, 774)
